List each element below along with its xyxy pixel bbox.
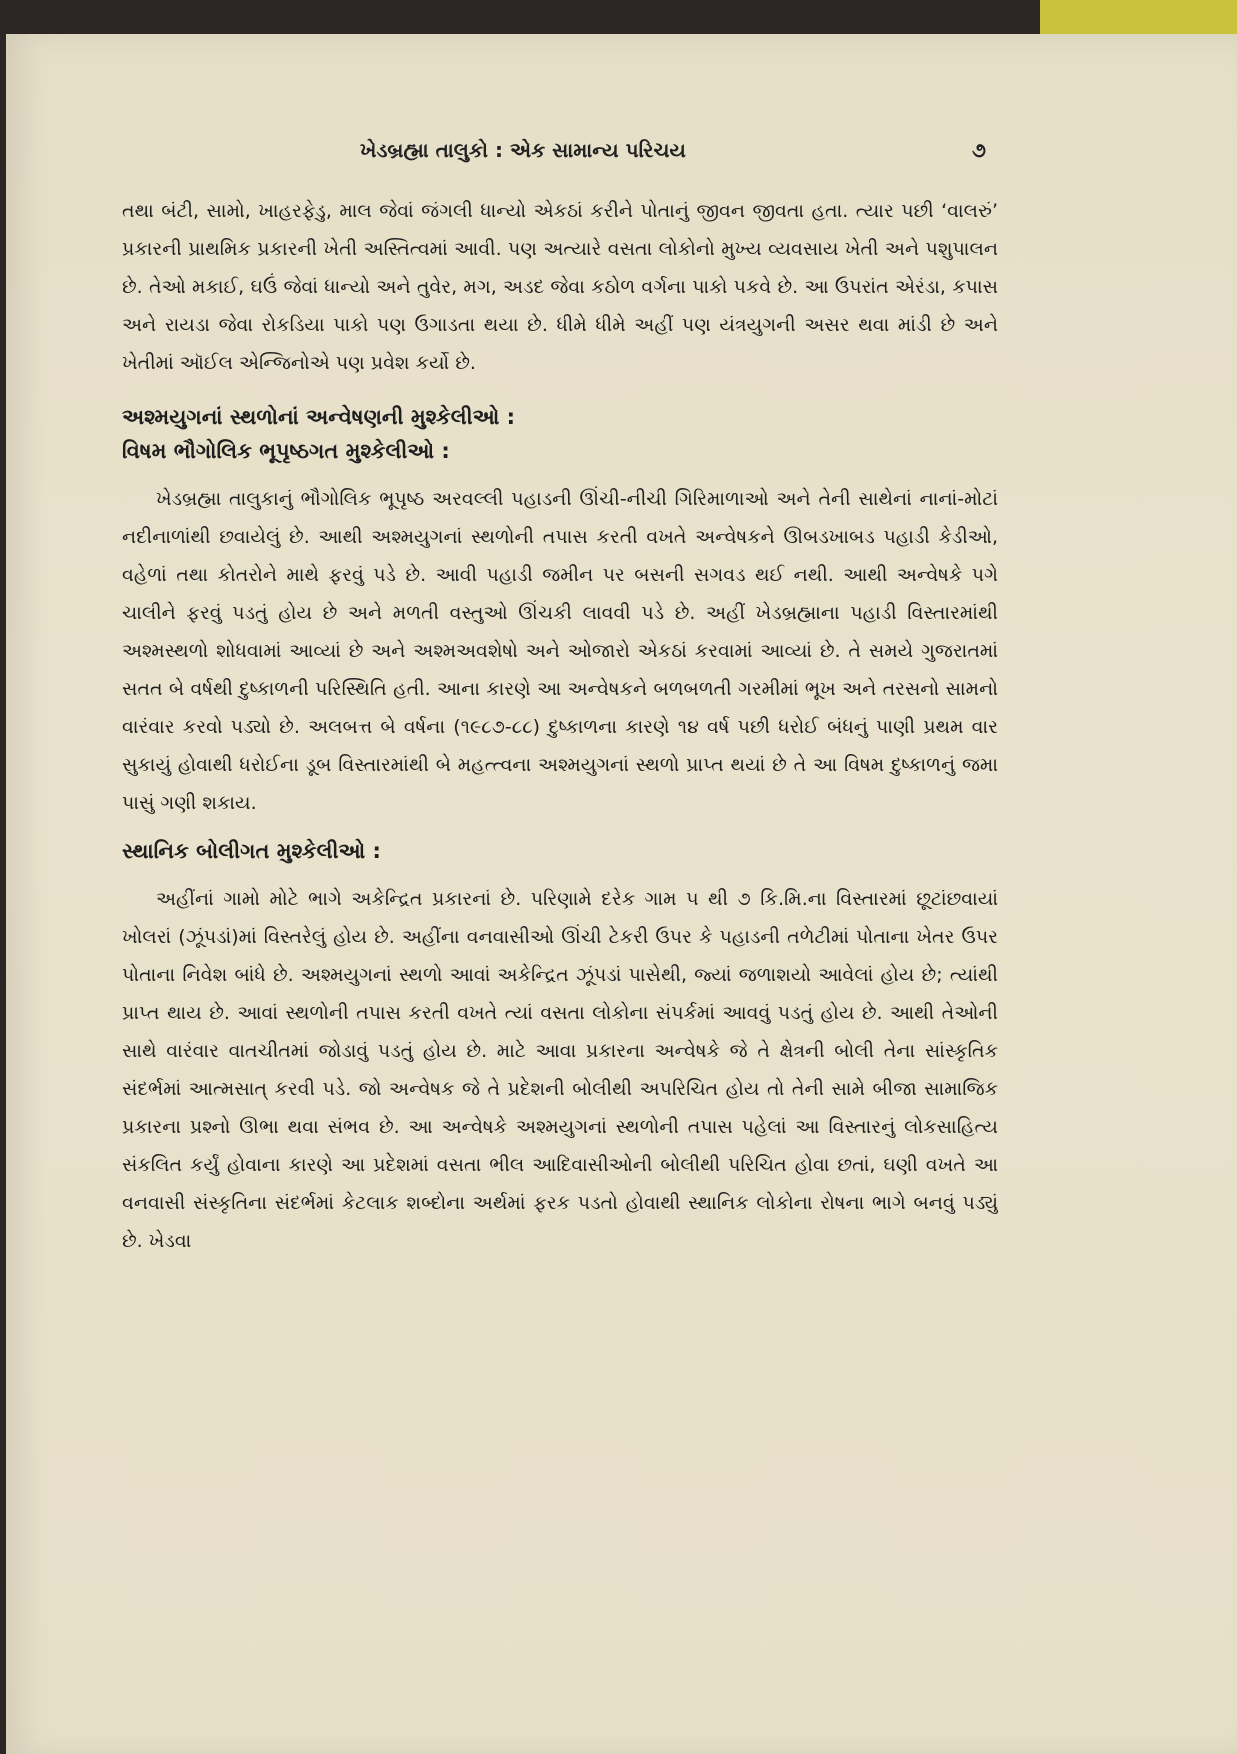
page-content <box>122 192 998 1260</box>
section-heading-dialect: સ્થાનિક બોલીગત મુશ્કેલીઓ : <box>122 839 381 863</box>
paragraph-geography: ખેડબ્રહ્મા તાલુકાનું ભૌગોલિક ભૂપૃષ્ઠ અરવલ્લી પહાડની ઊંચી-નીચી ગિરિમાળાઓ અને તેની સાથેનાં નાનાં-મોટાં નદીનાળાંથી છવાયેલું છે. આથી અશ્મયુગનાં સ્થળોની તપાસ કરતી વખતે અન્વેષકને ઊબડખાબડ પહાડી કેડીઓ, વહેળાં તથા કોતરોને માથે ફરવું પડે છે. આવી પહાડી જમીન પર બસની સગવડ થઈ નથી. આથી અન્વેષકે પગે ચાલીને ફરવું પડતું હોય છે અને મળતી વસ્તુઓ ઊંચકી લાવવી પડે છે. અહીં ખેડબ્રહ્માના પહાડી વિસ્તારમાંથી અશ્મસ્થળો શોધવામાં આવ્યાં છે અને અશ્મઅવશેષો અને ઓજારો એકઠાં કરવામાં આવ્યાં છે. તે સમયે ગુજરાતમાં સતત બે વર્ષથી દુષ્કાળની પરિસ્થિતિ હતી. આના કારણે આ અન્વેષકને બળબળતી ગરમીમાં ભૂખ અને તરસનો સામનો વારંવાર કરવો પડ્યો છે. અલબત્ત બે વર્ષના (૧૯૮૭-૮૮) દુષ્કાળના કારણે ૧૪ વર્ષ પછી ધરોઈ બંધનું પાણી પ્રથમ વાર સુકાયું હોવાથી ધરોઈના ડૂબ વિસ્તારમાંથી બે મહત્ત્વના અશ્મયુગનાં સ્થળો પ્રાપ્ત થયાં છે તે આ વિષમ દુષ્કાળનું જમા પાસું ગણી શકાય. <box>122 488 998 814</box>
section-heading-sub: વિષમ ભૌગોલિક ભૂપૃષ્ઠગત મુશ્કેલીઓ : <box>122 439 450 463</box>
paragraph-intro: તથા બંટી, સામો, ખાહરફેડુ, માલ જેવાં જંગલી ધાન્યો એકઠાં કરીને પોતાનું જીવન જીવતા હતા. ત્યાર પછી ‘વાલરું’ પ્રકારની પ્રાથમિક પ્રકારની ખેતી અસ્તિત્વમાં આવી. પણ અત્યારે વસતા લોકોનો મુખ્ય વ્યવસાય ખેતી અને પશુપાલન છે. તેઓ મકાઈ, ઘઉં જેવાં ધાન્યો અને તુવેર, મગ, અડદ જેવા કઠોળ વર્ગના પાકો પકવે છે. આ ઉપરાંત એરંડા, કપાસ અને રાયડા જેવા રોકડિયા પાકો પણ ઉગાડતા થયા છે. ધીમે ધીમે અહીં પણ યંત્રયુગની અસર થવા માંડી છે અને ખેતીમાં ઑઈલ એન્જિનોએ પણ પ્રવેશ કર્યો છે. <box>122 200 998 374</box>
top-edge-strip <box>1040 0 1237 34</box>
running-header <box>0 138 1237 168</box>
page-number: ૭ <box>972 138 986 162</box>
running-title: ખેડબ્રહ્મા તાલુકો : એક સામાન્ય પરિચય <box>360 138 686 162</box>
paragraph-dialect: અહીંનાં ગામો મોટે ભાગે અકેન્દ્રિત પ્રકારનાં છે. પરિણામે દરેક ગામ ૫ થી ૭ કિ.મિ.ના વિસ્તારમાં છૂટાંછવાયાં ખોલરાં (ઝૂંપડાં)માં વિસ્તરેલું હોય છે. અહીંના વનવાસીઓ ઊંચી ટેકરી ઉપર કે પહાડની તળેટીમાં પોતાના ખેતર ઉપર પોતાના નિવેશ બાંધે છે. અશ્મયુગનાં સ્થળો આવાં અકેન્દ્રિત ઝૂંપડાં પાસેથી, જ્યાં જળાશયો આવેલાં હોય છે; ત્યાંથી પ્રાપ્ત થાય છે. આવાં સ્થળોની તપાસ કરતી વખતે ત્યાં વસતા લોકોના સંપર્કમાં આવવું પડતું હોય છે. આથી તેઓની સાથે વારંવાર વાતચીતમાં જોડાવું પડતું હોય છે. માટે આવા પ્રકારના અન્વેષકે જે તે ક્ષેત્રની બોલી તેના સાંસ્કૃતિક સંદર્ભમાં આત્મસાત્ કરવી પડે. જો અન્વેષક જે તે પ્રદેશની બોલીથી અપરિચિત હોય તો તેની સામે બીજા સામાજિક પ્રકારના પ્રશ્નો ઊભા થવા સંભવ છે. આ અન્વેષકે અશ્મયુગનાં સ્થળોની તપાસ પહેલાં આ વિસ્તારનું લોકસાહિત્ય સંકલિત કર્યું હોવાના કારણે આ પ્રદેશમાં વસતા ભીલ આદિવાસીઓની બોલીથી પરિચિત હોવા છતાં, ઘણી વખતે આ વનવાસી સંસ્કૃતિના સંદર્ભમાં કેટલાક શબ્દોના અર્થમાં ફરક પડતો હોવાથી સ્થાનિક લોકોના રોષના ભાગે બનવું પડ્યું છે. ખેડવા <box>122 888 998 1252</box>
section-heading-main: અશ્મયુગનાં સ્થળોનાં અન્વેષણની મુશ્કેલીઓ : <box>122 405 516 429</box>
